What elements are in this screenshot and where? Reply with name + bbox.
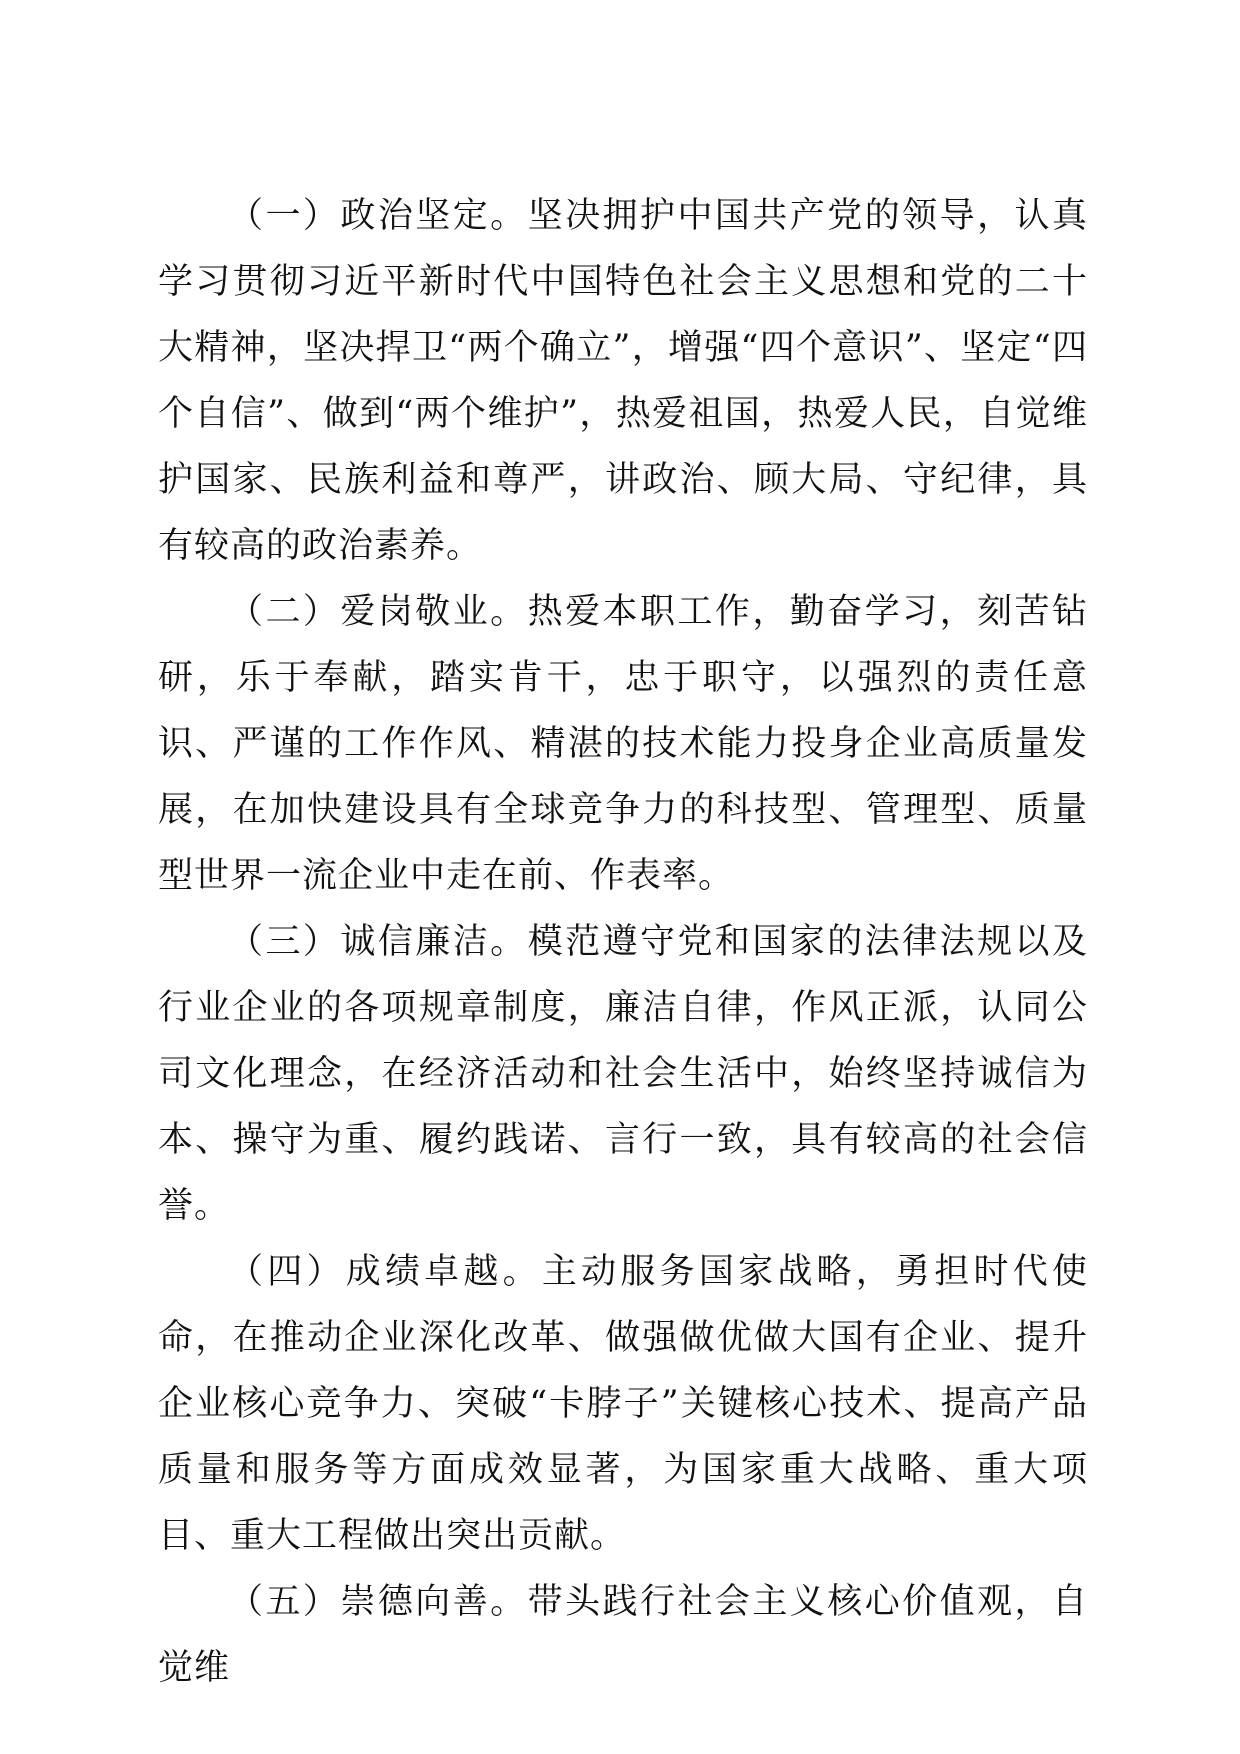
paragraph-integrity: （三）诚信廉洁。模范遵守党和国家的法律法规以及行业企业的各项规章制度，廉洁自律，作风正派，认同公司文化理念，在经济活动和社会生活中，始终坚持诚信为本、操守为重、履约践诺、言行一致，具有较高的社会信誉。 bbox=[158, 922, 1088, 1226]
paragraph-political-firmness: （一）政治坚定。坚决拥护中国共产党的领导，认真学习贯彻习近平新时代中国特色社会主义思想和党的二十大精神，坚决捍卫“两个确立”，增强“四个意识”、坚定“四个自信”、做到“两个维护”，热爱祖国，热爱人民，自觉维护国家、民族利益和尊严，讲政治、顾大局、守纪律，具有较高的政治素养。 bbox=[158, 196, 1088, 566]
paragraph-outstanding-achievement: （四）成绩卓越。主动服务国家战略，勇担时代使命，在推动企业深化改革、做强做优做大国有企业、提升企业核心竞争力、突破“卡脖子”关键核心技术、提高产品质量和服务等方面成效显著，为国家重大战略、重大项目、重大工程做出突出贡献。 bbox=[158, 1252, 1088, 1556]
document-body bbox=[158, 183, 1088, 1701]
paragraph-virtue: （五）崇德向善。带头践行社会主义核心价值观，自觉维 bbox=[158, 1582, 1088, 1688]
paragraph-job-dedication: （二）爱岗敬业。热爱本职工作，勤奋学习，刻苦钻研，乐于奉献，踏实肯干，忠于职守，以强烈的责任意识、严谨的工作作风、精湛的技术能力投身企业高质量发展，在加快建设具有全球竞争力的科技型、管理型、质量型世界一流企业中走在前、作表率。 bbox=[158, 592, 1088, 896]
